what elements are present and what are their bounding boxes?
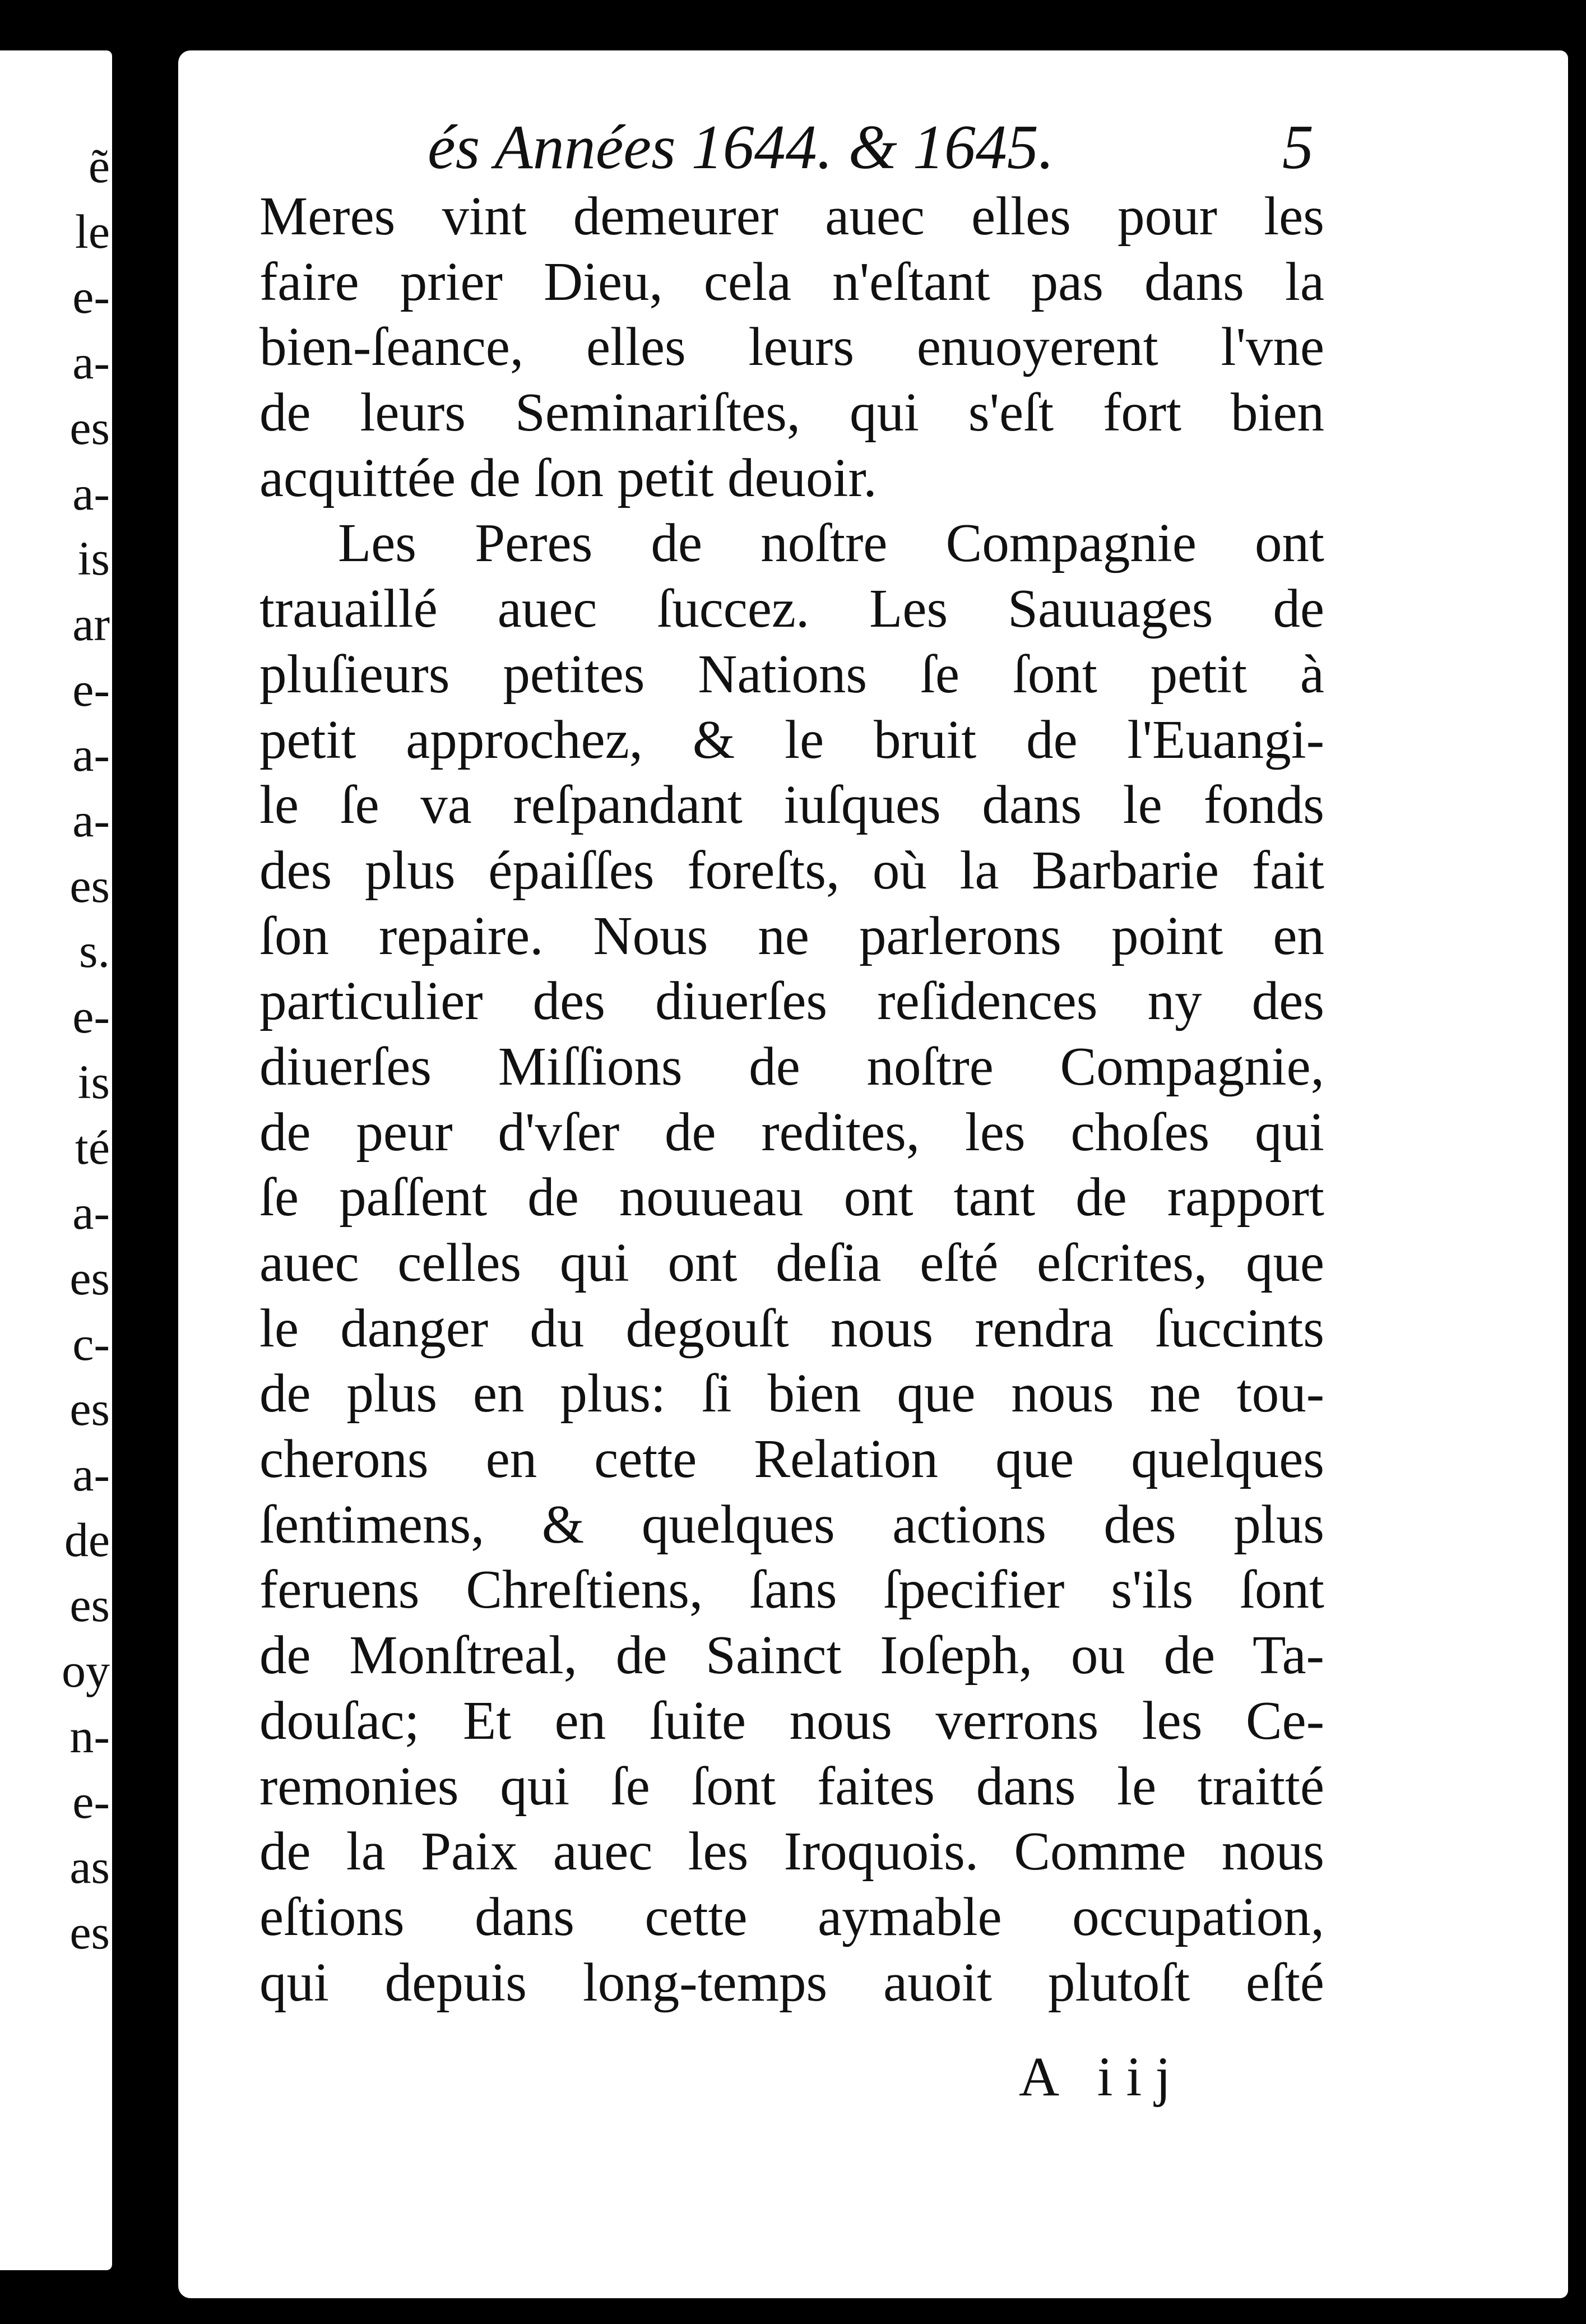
- left-page-fragment: ar: [72, 596, 110, 651]
- left-page-fragment: s.: [79, 924, 110, 978]
- text-line: trauaillé auec ſuccez. Les Sauuages de: [259, 578, 1324, 639]
- text-line: ſe paſſent de nouueau ont tant de rapport: [259, 1167, 1324, 1228]
- left-page-fragment: a-: [72, 793, 110, 847]
- left-page-fragment: is: [77, 531, 110, 586]
- text-line: de peur d'vſer de redites, les choſes qui: [259, 1101, 1324, 1162]
- left-page-fragment: a-: [72, 335, 110, 390]
- text-line: de Monſtreal, de Sainct Ioſeph, ou de Ta-: [259, 1625, 1324, 1686]
- left-page-fragment: es: [69, 858, 110, 913]
- left-page-fragment: e-: [72, 989, 110, 1044]
- running-head: [178, 111, 1568, 184]
- text-line: auec celles qui ont deſia eſté eſcrites, que: [259, 1233, 1324, 1293]
- text-line: diuerſes Miſſions de noſtre Compagnie,: [259, 1036, 1324, 1096]
- left-page-fragment: c-: [72, 1316, 110, 1371]
- text-line: remonies qui ſe ſont faites dans le traitté: [259, 1756, 1324, 1816]
- left-page-fragment: a-: [72, 466, 110, 520]
- left-page-fragment: es: [69, 1382, 110, 1436]
- book-page: [178, 50, 1568, 2298]
- text-line: de la Paix auec les Iroquois. Comme nous: [259, 1821, 1324, 1882]
- left-page-fragment: es: [69, 1251, 110, 1305]
- left-page-fragment: le: [75, 204, 110, 258]
- text-line: petit approchez, & le bruit de l'Euangi-: [259, 709, 1324, 770]
- running-title: és Années 1644. & 1645.: [428, 113, 1054, 182]
- signature-mark: A iij: [1019, 2045, 1185, 2108]
- left-page-fragment: de: [64, 1512, 110, 1567]
- left-page-fragment: e-: [72, 270, 110, 324]
- text-line: bien-ſeance, elles leurs enuoyerent l'vne: [259, 317, 1324, 377]
- left-page-edge: [0, 50, 112, 2270]
- text-line: le ſe va reſpandant iuſques dans le fonds: [259, 775, 1324, 835]
- text-line: ſon repaire. Nous ne parlerons point en: [259, 905, 1324, 966]
- left-page-fragment: oy: [62, 1644, 110, 1698]
- left-page-fragment: ẽ: [88, 139, 110, 193]
- page-number: 5: [1282, 113, 1314, 182]
- left-page-fragment: e-: [72, 1774, 110, 1828]
- left-page-fragment: e-: [72, 662, 110, 716]
- left-page-fragment: a-: [72, 1186, 110, 1240]
- text-line: eſtions dans cette aymable occupation,: [259, 1886, 1324, 1947]
- left-page-fragment: n-: [69, 1709, 110, 1763]
- left-page-fragment: es: [69, 1905, 110, 1959]
- text-line: ſentimens, & quelques actions des plus: [259, 1494, 1324, 1554]
- text-line: le danger du degouſt nous rendra ſuccints: [259, 1298, 1324, 1358]
- left-page-fragment: as: [69, 1840, 110, 1894]
- left-page-fragment: is: [77, 1054, 110, 1109]
- text-line: des plus épaiſſes foreſts, où la Barbarie fait: [259, 840, 1324, 900]
- left-page-fragment: a-: [72, 728, 110, 782]
- text-line: Les Peres de noſtre Compagnie ont: [338, 513, 1324, 573]
- text-line: faire prier Dieu, cela n'eſtant pas dans la: [259, 251, 1324, 312]
- text-line: qui depuis long-temps auoit plutoſt eſté: [259, 1952, 1324, 2012]
- text-line: de leurs Seminariſtes, qui s'eſt fort bien: [259, 382, 1324, 443]
- text-line: feruens Chreſtiens, ſans ſpecifier s'ils ſont: [259, 1559, 1324, 1620]
- body-text: [259, 184, 1324, 2015]
- text-line: cherons en cette Relation que quelques: [259, 1429, 1324, 1489]
- left-page-fragment: es: [69, 400, 110, 455]
- text-line: pluſieurs petites Nations ſe ſont petit à: [259, 644, 1324, 704]
- text-line: particulier des diuerſes reſidences ny des: [259, 971, 1324, 1031]
- left-page-fragment: a-: [72, 1447, 110, 1501]
- left-page-fragment: té: [75, 1120, 110, 1174]
- text-line: acquittée de ſon petit deuoir.: [259, 447, 877, 508]
- left-page-fragment: es: [69, 1578, 110, 1632]
- text-line: douſac; Et en ſuite nous verrons les Ce-: [259, 1690, 1324, 1751]
- text-line: de plus en plus: ſi bien que nous ne tou-: [259, 1363, 1324, 1424]
- text-line: Meres vint demeurer auec elles pour les: [259, 186, 1324, 246]
